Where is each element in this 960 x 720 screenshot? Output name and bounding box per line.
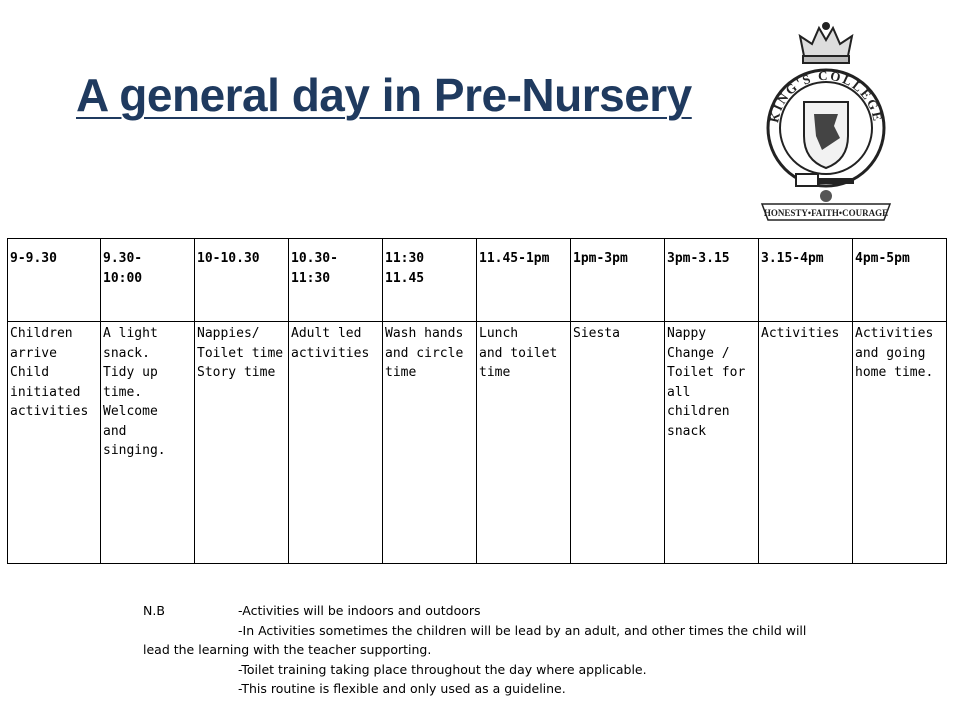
crest-motto: HONESTY•FAITH•COURAGE bbox=[763, 208, 889, 218]
crest-name: KING'S COLLEGE bbox=[766, 67, 886, 124]
activity-cell: Adult led activities bbox=[289, 322, 383, 564]
activity-cell: Activities bbox=[759, 322, 853, 564]
note-line: -Toilet training taking place throughout the day where applicable. bbox=[238, 661, 647, 677]
time-slot: 9-9.30 bbox=[8, 239, 101, 322]
activity-cell: Wash hands and circle time bbox=[383, 322, 477, 564]
notes-section bbox=[143, 601, 843, 699]
time-slot: 10-10.30 bbox=[195, 239, 289, 322]
activity-cell: Lunch and toilet time bbox=[477, 322, 571, 564]
note-line: lead the learning with the teacher supporting. bbox=[143, 642, 432, 657]
activity-cell: Nappy Change / Toilet for all children snack bbox=[665, 322, 759, 564]
time-row bbox=[8, 239, 947, 322]
page-title: A general day in Pre-Nursery bbox=[76, 69, 692, 121]
kings-college-crest-logo bbox=[756, 18, 896, 228]
activity-row bbox=[8, 322, 947, 564]
daily-schedule-table bbox=[7, 238, 947, 564]
time-slot: 4pm-5pm bbox=[853, 239, 947, 322]
activity-cell: Nappies/ Toilet time Story time bbox=[195, 322, 289, 564]
time-slot: 11.45-1pm bbox=[477, 239, 571, 322]
activity-cell: A light snack. Tidy up time. Welcome and singing. bbox=[101, 322, 195, 564]
note-line: -Activities will be indoors and outdoors bbox=[238, 603, 481, 618]
time-slot: 1pm-3pm bbox=[571, 239, 665, 322]
crown-icon bbox=[800, 23, 852, 63]
note-line: -In Activities sometimes the children will be lead by an adult, and other times the child will bbox=[238, 622, 807, 638]
thistle-icon bbox=[820, 190, 832, 202]
notes-label: N.B bbox=[143, 603, 165, 618]
time-slot: 11:30 11.45 bbox=[383, 239, 477, 322]
activity-cell: Siesta bbox=[571, 322, 665, 564]
time-slot: 3.15-4pm bbox=[759, 239, 853, 322]
time-slot: 9.30- 10:00 bbox=[101, 239, 195, 322]
activity-cell: Activities and going home time. bbox=[853, 322, 947, 564]
note-line: -This routine is flexible and only used as a guideline. bbox=[238, 681, 566, 696]
time-slot: 3pm-3.15 bbox=[665, 239, 759, 322]
activity-cell: Children arrive Child initiated activities bbox=[8, 322, 101, 564]
time-slot: 10.30- 11:30 bbox=[289, 239, 383, 322]
